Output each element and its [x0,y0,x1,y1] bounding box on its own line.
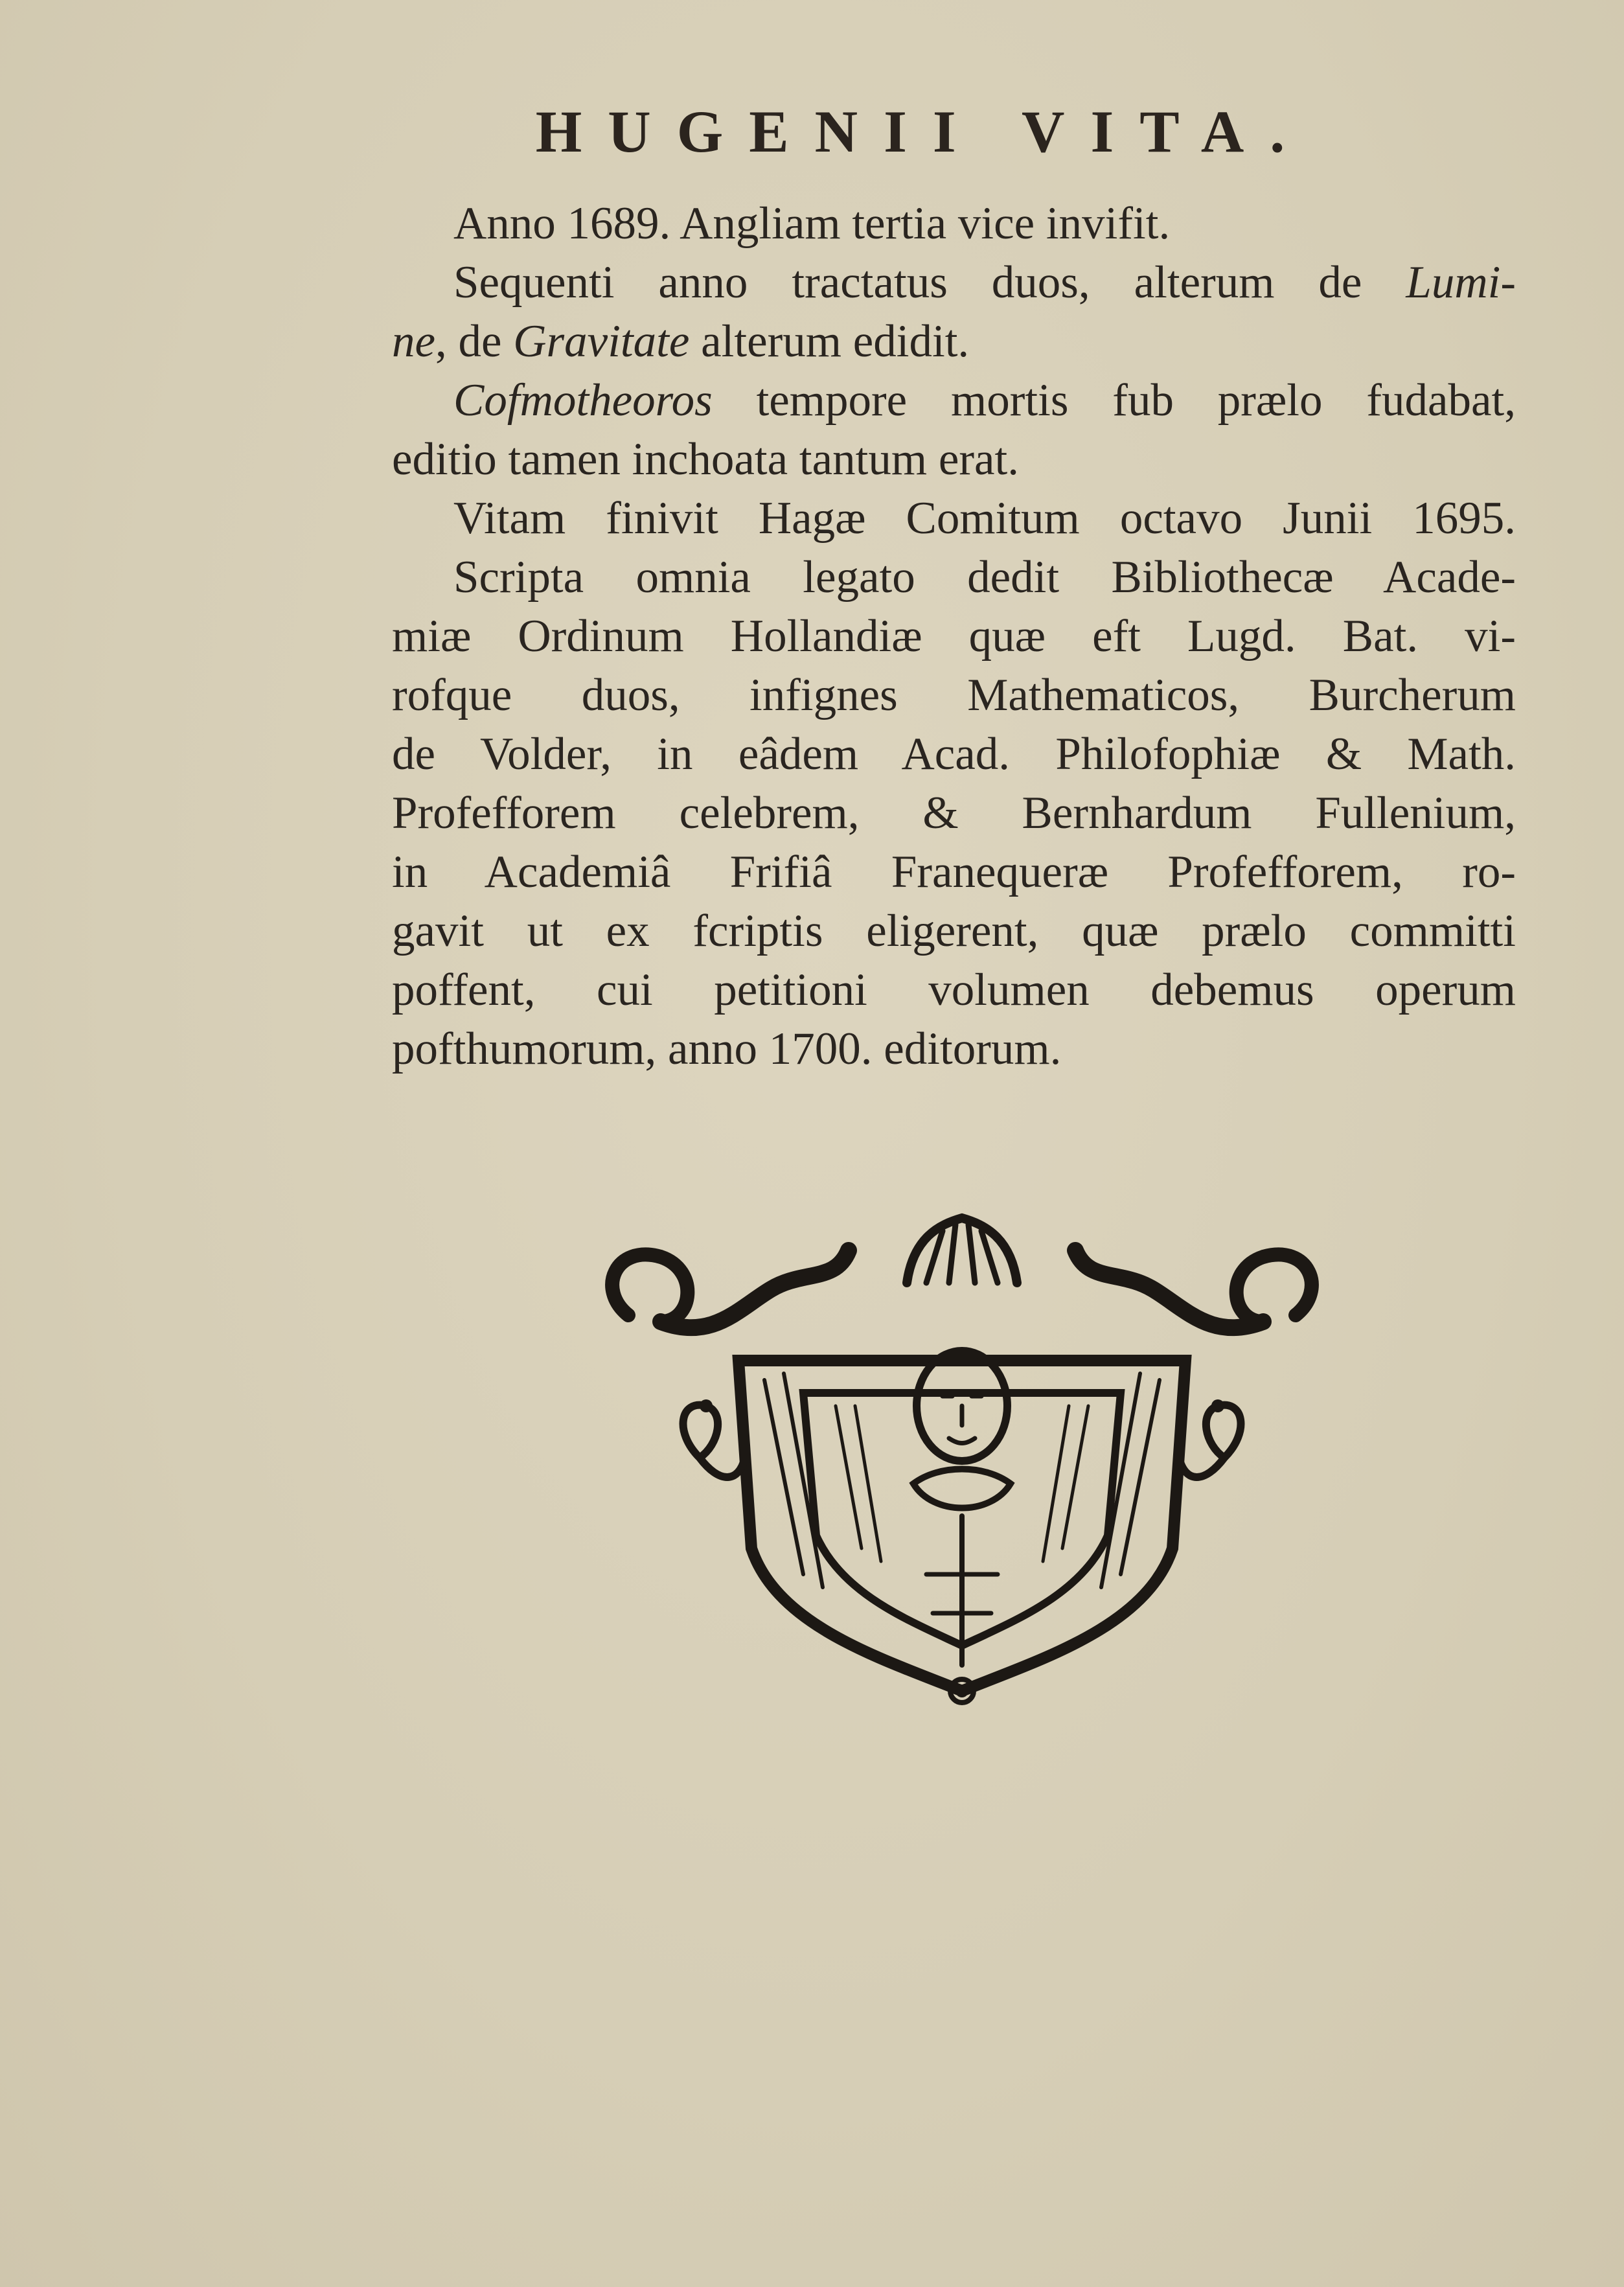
italic-text: ne [392,316,436,367]
text-run: de Volder, in eâdem Acad. Philofophiæ & Math. [392,729,1516,779]
text-line [392,312,1516,371]
text-run: gavit ut ex fcriptis eligerent, quæ prælo committi [392,906,1516,956]
text-line [392,961,1516,1020]
text-line [392,607,1516,666]
text-line [392,489,1516,548]
text-run: Scripta omnia legato dedit Bibliothecæ Acade- [453,552,1516,603]
text-run: , de [435,316,514,367]
text-run: alterum edidit. [689,316,970,367]
running-head: HUGENII VITA. [535,98,1311,165]
text-line [392,253,1516,312]
text-run: pofthumorum, anno 1700. editorum. [392,1024,1062,1074]
text-run: editio tamen inchoata tantum erat. [392,434,1019,485]
text-run: Vitam finivit Hagæ Comitum octavo Junii 1695. [453,493,1516,544]
text-line [392,843,1516,902]
text-line [392,666,1516,725]
text-run: rofque duos, infignes Mathematicos, Burcherum [392,670,1516,720]
text-line [392,1020,1516,1079]
text-run: Sequenti anno tractatus duos, alterum de [453,257,1406,308]
text-run: miæ Ordinum Hollandiæ quæ eft Lugd. Bat. vi- [392,611,1516,661]
text-run: Anno 1689. Angliam tertia vice invifit. [453,198,1171,249]
body-text [392,194,1516,1079]
heraldic-woodcut-ornament-icon [589,1212,1334,1710]
text-line [392,725,1516,784]
text-run: poffent, cui petitioni volumen debemus operum [392,965,1516,1015]
text-line [392,902,1516,961]
text-line [392,371,1516,430]
text-line [392,548,1516,607]
italic-text: Lumi- [1406,257,1516,308]
text-run: Profefforem celebrem, & Bernhardum Fullenium, [392,788,1516,838]
text-line [392,784,1516,843]
text-line [392,430,1516,489]
text-run: tempore mortis fub prælo fudabat, [712,375,1516,426]
text-run: in Academiâ Frifiâ Franequeræ Profefforem, ro- [392,847,1516,897]
text-line [392,194,1516,253]
italic-text: Gravitate [513,316,690,367]
italic-text: Cofmotheoros [453,375,713,426]
